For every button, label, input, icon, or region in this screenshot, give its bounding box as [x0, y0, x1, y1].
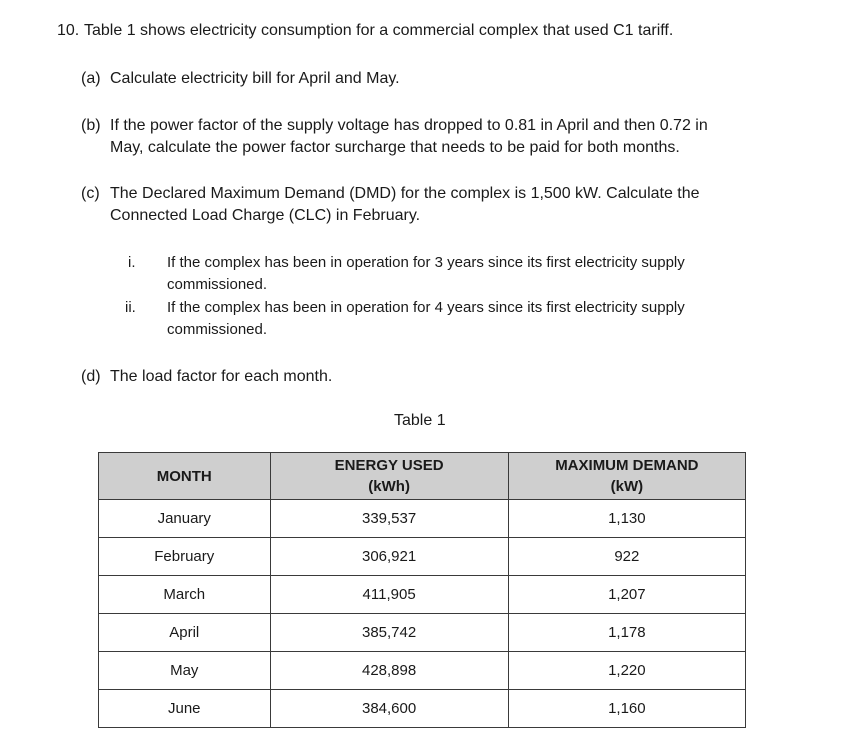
subpart-i-text-line1: If the complex has been in operation for 3 years since its first electricity supply [167, 254, 685, 271]
part-c-text-line1: The Declared Maximum Demand (DMD) for the complex is 1,500 kW. Calculate the [110, 185, 700, 202]
question-text: Table 1 shows electricity consumption for a commercial complex that used C1 tariff. [84, 22, 674, 39]
cell-demand: 1,178 [508, 614, 745, 652]
cell-energy: 428,898 [270, 652, 508, 690]
header-energy-line1: ENERGY USED [334, 457, 444, 474]
consumption-table [98, 452, 746, 728]
cell-energy: 385,742 [270, 614, 508, 652]
cell-month: January [99, 500, 271, 538]
header-demand-line2: (kW) [610, 478, 644, 495]
header-energy-line2: (kWh) [368, 478, 410, 495]
table-row [99, 652, 746, 690]
part-c-label: (c) [81, 185, 100, 202]
cell-month: May [99, 652, 271, 690]
subpart-i-label: i. [128, 254, 136, 271]
header-energy [270, 453, 508, 500]
cell-demand: 1,160 [508, 690, 745, 728]
table-row [99, 614, 746, 652]
cell-month: February [99, 538, 271, 576]
cell-energy: 306,921 [270, 538, 508, 576]
header-month-label: MONTH [156, 467, 212, 485]
part-d-text: The load factor for each month. [110, 368, 333, 385]
cell-energy: 339,537 [270, 500, 508, 538]
cell-demand: 1,130 [508, 500, 745, 538]
table-row [99, 576, 746, 614]
subpart-i-text-line2: commissioned. [167, 276, 268, 293]
part-a-text: Calculate electricity bill for April and May. [110, 70, 400, 87]
table-row [99, 538, 746, 576]
cell-demand: 1,220 [508, 652, 745, 690]
table-caption: Table 1 [394, 412, 446, 429]
subpart-ii-text-line2: commissioned. [167, 321, 268, 338]
table-row [99, 690, 746, 728]
part-b-text-line2: May, calculate the power factor surcharge that needs to be paid for both months. [110, 139, 680, 156]
part-c-text-line2: Connected Load Charge (CLC) in February. [110, 207, 421, 224]
subpart-ii-label: ii. [125, 299, 136, 316]
table-header-row [99, 453, 746, 500]
part-d-label: (d) [81, 368, 101, 385]
table-row [99, 500, 746, 538]
header-demand-line1: MAXIMUM DEMAND [555, 457, 699, 474]
cell-energy: 411,905 [270, 576, 508, 614]
cell-month: April [99, 614, 271, 652]
cell-energy: 384,600 [270, 690, 508, 728]
cell-demand: 922 [508, 538, 745, 576]
cell-demand: 1,207 [508, 576, 745, 614]
header-demand [508, 453, 745, 500]
part-a-label: (a) [81, 70, 101, 87]
part-b-label: (b) [81, 117, 101, 134]
cell-month: June [99, 690, 271, 728]
part-b-text-line1: If the power factor of the supply voltage has dropped to 0.81 in April and then 0.72 in [110, 117, 708, 134]
cell-month: March [99, 576, 271, 614]
header-month [99, 453, 271, 500]
question-number: 10. [57, 22, 80, 39]
subpart-ii-text-line1: If the complex has been in operation for 4 years since its first electricity supply [167, 299, 685, 316]
